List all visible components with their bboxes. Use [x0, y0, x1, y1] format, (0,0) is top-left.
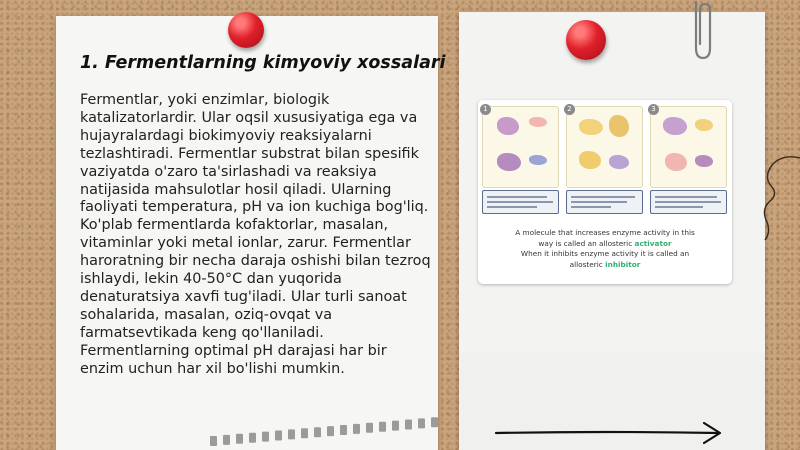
perforation-tooth	[418, 418, 425, 428]
card-body-text: Fermentlar, yoki enzimlar, biologik katalizatorlardir. Ular oqsil xususiyatiga ega va hujayralardagi biokimyoviy reaksiyalarni tezlashtiradi. Fermentlar substrat bilan spesifik vaziyatda o'zaro ta'sirlashadi va reaksiya natijasida mahsulotlar hosil qiladi. Ularning faoliyati temperatura, pH va ion kuchiga bog'liq. Ko'plab fermentlarda kofaktorlar, masalan, vitaminlar yoki metal ionlar, zarur. Fermentlar haroratning bir necha daraja oshishi bilan tezroq ishlaydi, lekin 40-50°C dan yuqorida denaturatsiya xavfi tug'iladi. Ular turli sanoat sohalarida, masalan, oziq-ovqat va farmatsevtikada keng qo'llaniladi. Fermentlarning optimal pH darajasi har bir enzim uchun har xil bo'lishi mumkin.	[80, 92, 431, 377]
string-icon	[755, 150, 800, 240]
perforation-tooth	[340, 425, 347, 435]
perforation-tooth	[210, 436, 217, 446]
enzyme-shape	[497, 117, 519, 135]
perforation-tooth	[262, 432, 269, 442]
perforation-tooth	[249, 433, 256, 443]
arrow-right-icon	[494, 420, 726, 446]
panel-number: 3	[648, 104, 659, 115]
perforation-tooth	[223, 435, 230, 445]
perforation-tooth	[431, 417, 438, 427]
caption-line: When it inhibits enzyme activity it is called an	[520, 249, 690, 258]
activator-shape	[529, 155, 547, 165]
panel-caption-box	[566, 190, 643, 214]
panel-number: 1	[480, 104, 491, 115]
substrate-shape	[529, 117, 547, 127]
card-title: 1. Fermentlarning kimyoviy xossalari	[80, 53, 446, 73]
enzyme-diagram	[478, 100, 732, 284]
perforation-tooth	[392, 421, 399, 431]
perforation-tooth	[288, 429, 295, 439]
product-shape	[695, 119, 713, 131]
diagram-panel-3	[650, 106, 727, 188]
caption-line: way is called an allosteric	[538, 238, 635, 248]
enzyme-shape	[609, 115, 629, 137]
panel-number: 2	[564, 104, 575, 115]
perforation-tooth	[236, 434, 243, 444]
product-shape	[695, 155, 713, 167]
panel-caption-box	[482, 190, 559, 214]
push-pin-icon	[566, 20, 606, 60]
push-pin-icon	[228, 12, 264, 48]
diagram-panel-2	[566, 106, 643, 188]
torn-edge-decoration	[56, 410, 438, 450]
caption-line: allosteric	[569, 259, 606, 269]
inhibitor-term: inhibitor	[605, 259, 641, 269]
enzyme-shape	[579, 151, 601, 169]
diagram-panel-1	[482, 106, 559, 188]
paper-clip-icon	[686, 0, 716, 64]
perforation-tooth	[314, 427, 321, 437]
inhibitor-shape	[609, 155, 629, 169]
perforation-tooth	[353, 424, 360, 434]
caption-line: A molecule that increases enzyme activity in this	[515, 228, 695, 237]
enzyme-shape	[497, 153, 521, 171]
perforation-tooth	[366, 423, 373, 433]
figure-caption	[478, 228, 732, 270]
panel-caption-box	[650, 190, 727, 214]
perforation-tooth	[327, 426, 334, 436]
perforation-tooth	[301, 428, 308, 438]
perforation-tooth	[405, 420, 412, 430]
enzyme-shape	[665, 153, 687, 171]
perforation-tooth	[379, 422, 386, 432]
substrate-shape	[579, 119, 603, 135]
activator-term: activator	[634, 238, 672, 248]
perforation-tooth	[275, 431, 282, 441]
enzyme-shape	[663, 117, 687, 135]
